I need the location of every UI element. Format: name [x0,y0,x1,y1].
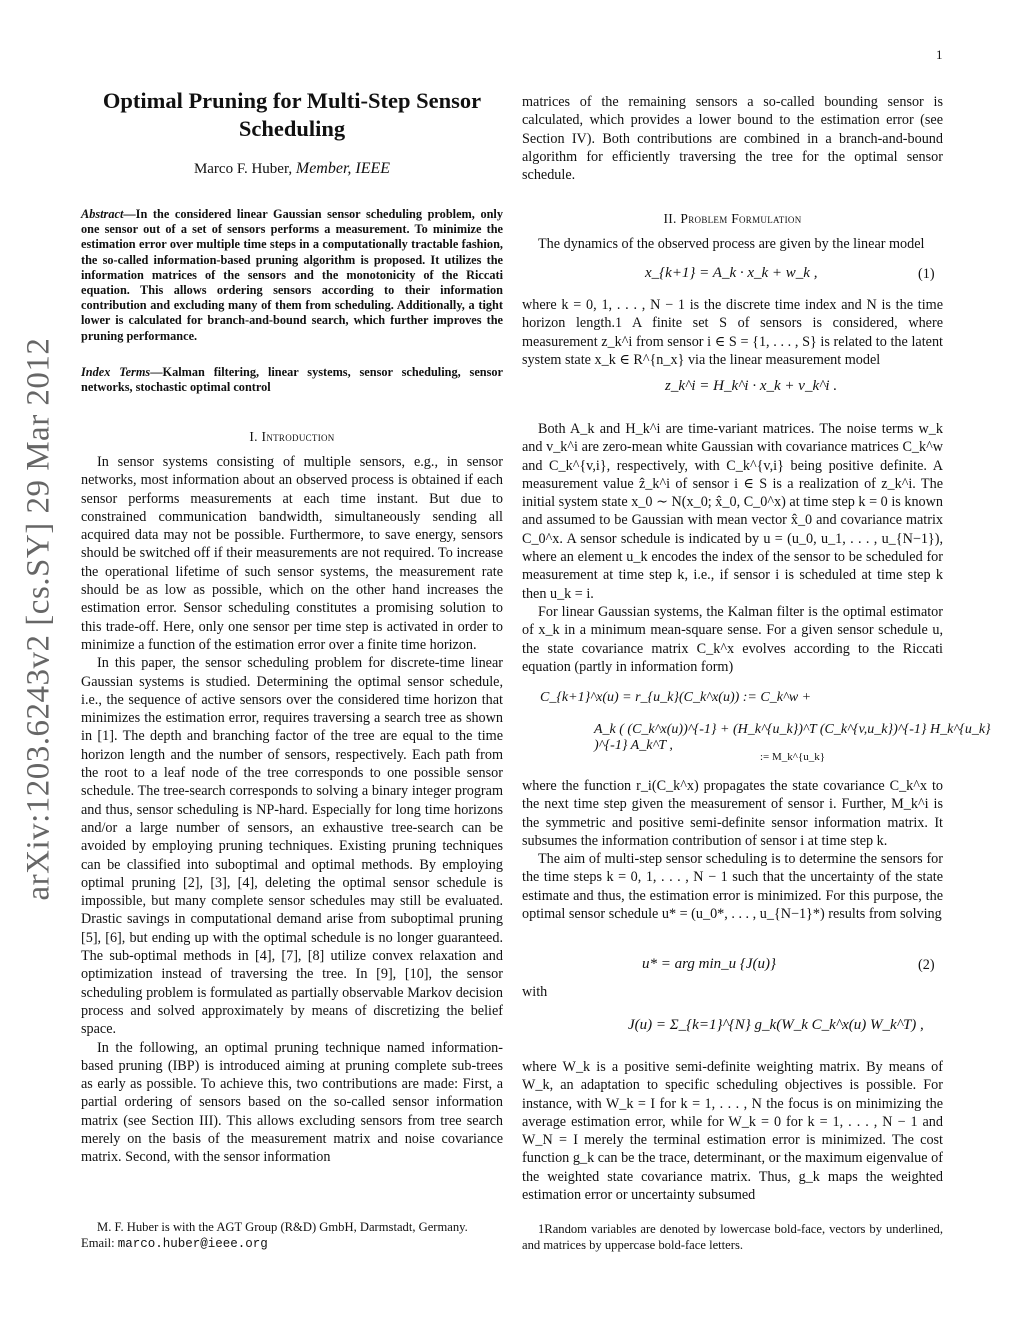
equation-1: x_{k+1} = A_k · x_k + w_k , [645,265,818,281]
abstract-label: Abstract [81,207,124,221]
section-1-heading: I. Introduction [249,429,335,444]
with-word: with [522,984,548,1000]
right-column-top [522,93,943,184]
contribution-paragraph-end: matrices of the remaining sensors a so-called bounding sensor is calculated, which provides a lower bound to the estimation error (see Section IV). Both contributions are combined in a branch-and-bound algorithm for efficiently traversing the tree for the optimal sensor schedule. [522,94,943,184]
abstract-text: —In the considered linear Gaussian sensor scheduling problem, only one sensor out of a set of sensors performs a measurement. To minimize the estimation error over multiple time steps in a computationally tractable fashion, the so-called information-based pruning algorithm is proposed. It utilizes the information matrices of the sensors and the monotonicity of the Riccati equation. This allows ordering sensors according to their information contribution and excluding many of them from scheduling. Additionally, a tight lower is calculated for branch-and-bound search, which further improves the pruning performance. [81,207,503,343]
problem-paragraph-2: where k = 0, 1, . . . , N − 1 is the discrete time index and N is the time horizon length.1 A finite set S of sensors is considered, where measurement z_k^i from sensor i ∈ S = {1, . . . , S} is related to the latent system state x_k ∈ R^{n_x} via the linear measurement model [522,297,943,368]
footnote-email[interactable]: marco.huber@ieee.org [117,1236,268,1251]
paper-title: Optimal Pruning for Multi-Step Sensor Scheduling [102,88,482,141]
section-2-heading: II. Problem Formulation [663,211,802,226]
problem-intro [522,235,943,253]
author-role: Member, IEEE [295,160,391,177]
equation-2-number: (2) [918,957,935,973]
problem-paragraph-7: where W_k is a positive semi-definite weighting matrix. By means of W_k, an adaptation to specific scheduling objectives is possible. For instance, with W_k = I for k = 1, . . . , N the focus is on minimizing the average estimation error, while for W_k = 0 for k = 1, . . . , N − 1 and W_N = I merely the terminal estimation error is minimized. The cost function g_k can be the trace, determinant, or the maximum eigenvalue of the weighted state covariance matrix. Thus, g_k maps the weighted estimation error or uncertainty subsumed [522,1059,943,1204]
riccati-underbrace-label: := M_k^{u_k} [760,751,826,763]
page-number: 1 [936,47,943,62]
with-word-block [522,983,943,1001]
equation-1-number: (1) [918,266,935,282]
index-terms [81,365,503,395]
problem-paragraph-7-block [522,1058,943,1204]
riccati-equation-line-1: C_{k+1}^x(u) = r_{u_k}(C_k^x(u)) := C_k^w + [540,690,812,705]
problem-paragraph-5-block [522,777,943,923]
equation-2: u* = arg min_u {J(u)} [642,956,777,972]
introduction-body [81,453,503,1167]
problem-paragraph-4: For linear Gaussian systems, the Kalman filter is the optimal estimator of x_k in a minimum mean-square sense. For a given sensor schedule u, the state covariance matrix C_k^x evolves according to the Riccati equation (partly in information form) [522,603,943,675]
cost-equation: J(u) = Σ_{k=1}^{N} g_k(W_k C_k^x(u) W_k^T) , [628,1017,924,1033]
footnote-notation-text: 1Random variables are denoted by lowercase bold-face, vectors by underlined, and matrices by uppercase bold-face letters. [522,1222,943,1252]
problem-paragraph-3-block [522,420,943,676]
footnote-notation [522,1222,943,1253]
measurement-equation: z_k^i = H_k^i · x_k + v_k^i . [665,378,838,394]
index-terms-text: —Kalman filtering, linear systems, sensor scheduling, sensor networks, stochastic optimal control [81,365,504,395]
intro-paragraph-1: In sensor systems consisting of multiple sensors, e.g., in sensor networks, most information about an observed process is obtained if each sensor performs measurements at each time instant. But due to constrained communication bandwidth, simultaneously sending all acquired data may not be possible. Furthermore, to save energy, sensors should be switched off if their measurements are not required. To increase the operational lifetime of such sensor systems, the measurement rate should be as low as possible, which on the other hand increases the estimation error. Sensor scheduling constitutes a promising solution to this trade-off. Here, only one sensor per time step is activated in order to minimize a function of the estimation error over a finite time horizon. [81,454,503,653]
footnote-affiliation-text: M. F. Huber is with the AGT Group (R&D) GmbH, Darmstadt, Germany. [97,1220,468,1234]
abstract [81,207,503,344]
author-line [81,160,503,178]
problem-paragraph-2-block [522,296,943,369]
riccati-equation-line-2: A_k ( (C_k^x(u))^{-1} + (H_k^{u_k})^T (C_k^{v,u_k})^{-1} H_k^{u_k} )^{-1} A_k^T , [594,722,991,753]
footnote-email-label: Email: [81,1235,115,1250]
author-name: Marco F. Huber, [193,161,293,177]
intro-paragraph-2: In this paper, the sensor scheduling problem for discrete-time linear Gaussian systems is studied. Determining the optimal sensor schedule, i.e., the sequence of active sensors over the considered time horizon that minimizes the estimation error, requires traversing a search tree as shown in [1]. The depth and branching factor of the tree are equal to the time horizon length and the number of sensors, respectively. Each path from the root to a leaf node of the tree corresponds to one possible sensor schedule. The tree-search corresponds to solving a binary integer program and thus, sensor scheduling is NP-hard. Especially for long time horizons and/or a large number of sensors, an exhaustive tree-search can be avoided by employing pruning techniques. Existing pruning techniques can be classified into suboptimal and optimal methods. By employing optimal pruning [2], [3], [4], deleting the optimal sensor schedule is impossible, but many complete sensor schedules may still be evaluated. Drastic savings in computational demand arise from suboptimal pruning [5], [6], but ending up with the optimal schedule is no longer guaranteed. The sub-optimal methods in [4], [7], [8] utilize convex relaxation and optimization instead of traversing the tree. In [9], [10], the sensor scheduling problem is formulated as partially observable Markov decision process and solved approximately by means of discretizing the belief space. [81,655,503,1038]
intro-paragraph-3: In the following, an optimal pruning technique named information-based pruning (IBP) is introduced aiming at pruning complete sub-trees as early as possible. To achieve this, two contributions are made: First, a partial ordering of sensors based on the so-called sensor information matrix (see Section III). This allows excluding sensors from tree search merely on the basis of the measurement matrix and noise covariance matrix. Second, with the sensor information [81,1039,503,1166]
problem-paragraph-3: Both A_k and H_k^i are time-variant matrices. The noise terms w_k and v_k^i are zero-mean white Gaussian with covariance matrices C_k^w and C_k^{v,i}, respectively, with C_k^{v,i} being positive definite. A measurement value ẑ_k^i of sensor i ∈ S is a realization of z_k^i. The initial system state x_0 ∼ N(x_0; x̂_0, C_0^x) at time step k = 0 is known and assumed to be Gaussian with mean vector x̂_0 and covariance matrix C_0^x. A sensor schedule is indicated by u = (u_0, u_1, . . . , u_{N−1}), where an element u_k encodes the index of the sensor to be scheduled for measurement at time step k, i.e., if sensor i is scheduled at time step k then u_k = i. [522,421,943,602]
problem-paragraph-5: where the function r_i(C_k^x) propagates the state covariance C_k^x to the next time step given the measurement of sensor i. Further, M_k^i is the symmetric and positive semi-definite sensor information matrix. It subsumes the information contribution of sensor i at time step k. [522,778,943,849]
arxiv-identifier: arXiv:1203.6243v2 [cs.SY] 29 Mar 2012 [20,337,57,901]
problem-paragraph-1: The dynamics of the observed process are given by the linear model [538,236,925,252]
problem-paragraph-6: The aim of multi-step sensor scheduling is to determine the sensors for the time steps k = 0, 1, . . . , N − 1 such that the uncertainty of the state estimate and thus, the estimation error is minimized. For this purpose, the optimal sensor schedule u* = (u_0*, . . . , u_{N−1}*) results from solving [522,851,943,923]
index-terms-label: Index Terms [81,365,151,379]
footnote-affiliation [81,1220,503,1252]
